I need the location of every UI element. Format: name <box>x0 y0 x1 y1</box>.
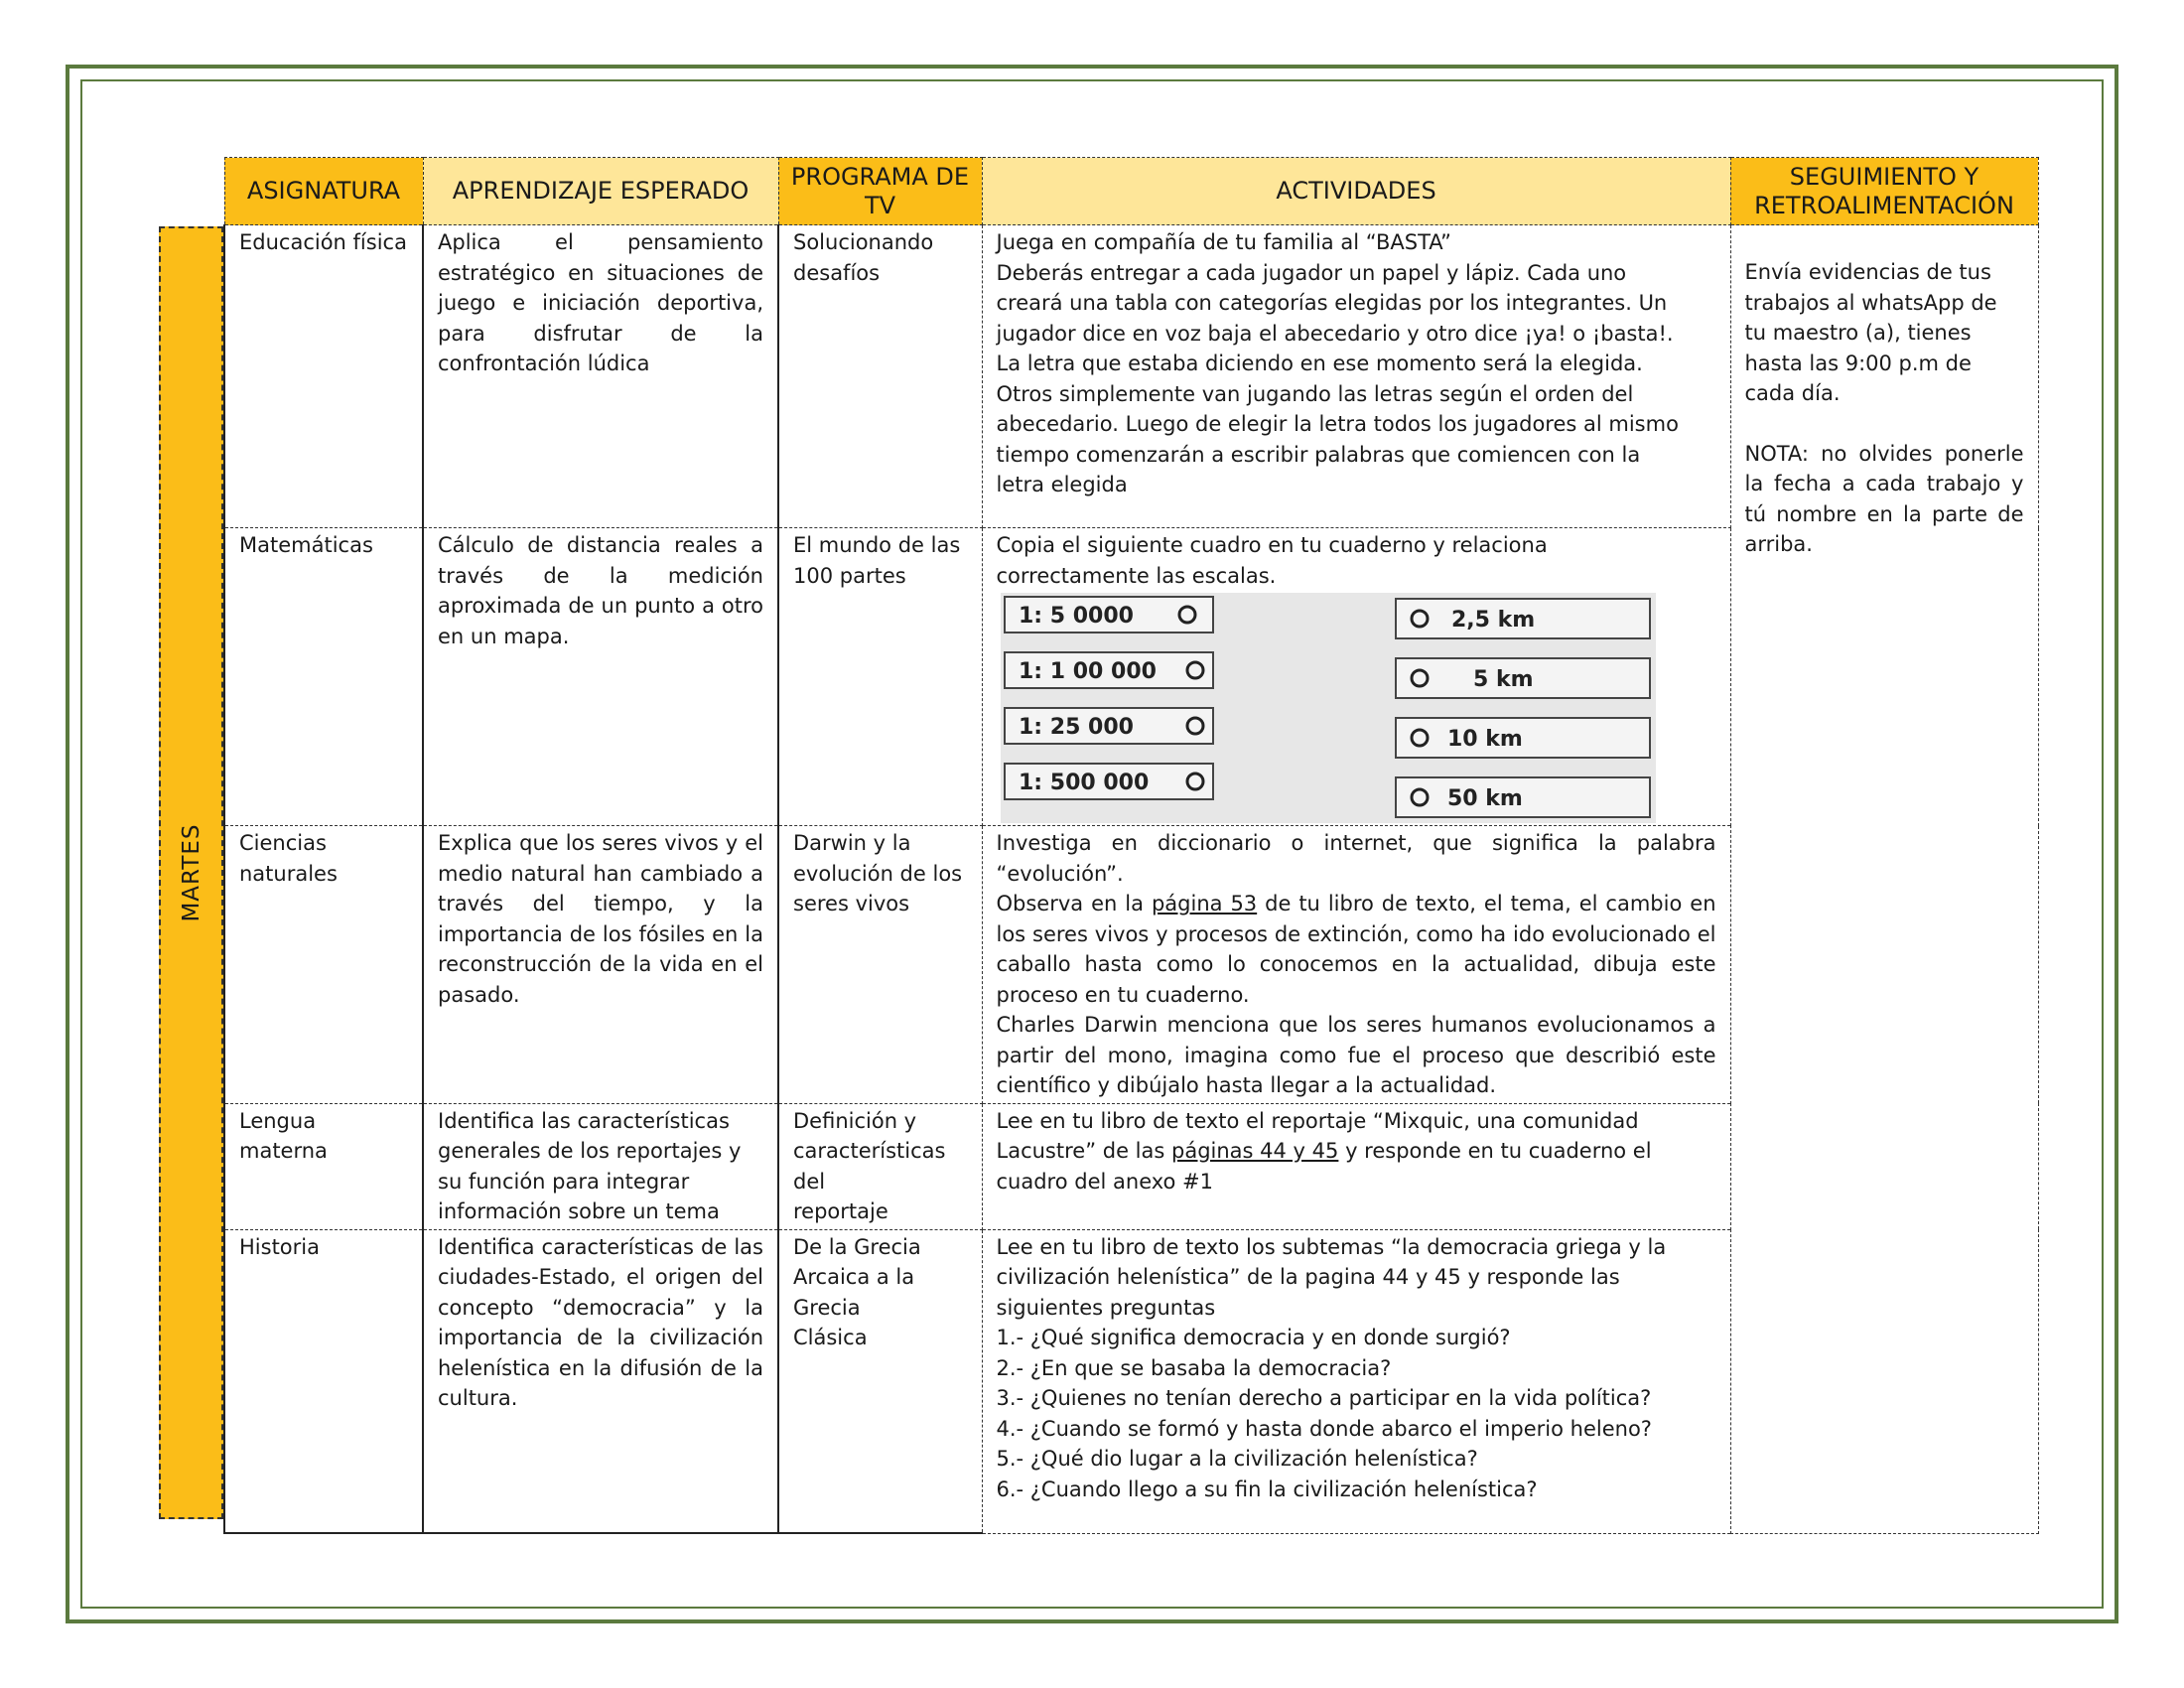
activity-text: Juega en compañía de tu familia al “BASTA” <box>996 230 1451 254</box>
followup-cell <box>1730 225 2038 1534</box>
distance-label: 10 km <box>1446 727 1523 752</box>
lesson-plan-table <box>223 157 2039 1534</box>
activity-text <box>997 889 1716 1010</box>
followup-note: NOTA: no olvides ponerle la fecha a cada trabajo y tú nombre en la parte de arriba. <box>1744 441 2024 556</box>
tv-program-cell: Darwin y la evolución de los seres vivos <box>778 826 982 1104</box>
subject-cell: Educación física <box>224 225 423 528</box>
activities-cell <box>982 826 1730 1104</box>
day-label: MARTES <box>178 823 205 922</box>
question-item: 4.- ¿Cuando se formó y hasta donde abarco el imperio heleno? <box>996 1416 1652 1441</box>
learning-cell: Explica que los seres vivos y el medio natural han cambiado a través del tiempo, y la importancia de los fósiles en la reconstrucción de la vida en el pasado. <box>423 826 778 1104</box>
header-activities: ACTIVIDADES <box>982 158 1730 225</box>
activity-text: Lee en tu libro de texto los subtemas “la democracia griega y la civilización helenística” de la pagina 44 y 45 y responde las siguientes preguntas <box>996 1234 1667 1320</box>
followup-text: Envía evidencias de tus trabajos al whatsApp de tu maestro (a), tienes hasta las 9:00 p.m de cada día. <box>1744 260 1997 405</box>
day-column <box>159 226 223 1519</box>
activity-text: Copia el siguiente cuadro en tu cuaderno y relaciona correctamente las escalas. <box>996 533 1548 588</box>
activity-text-pre: Lee en tu libro de texto el reportaje “Mixquic, una comunidad Lacustre” de las <box>996 1108 1639 1163</box>
header-tv-program: PROGRAMA DE TV <box>778 158 982 225</box>
distance-label: 50 km <box>1446 786 1523 811</box>
tv-program-cell: El mundo de las 100 partes <box>778 528 982 826</box>
header-learning: APRENDIZAJE ESPERADO <box>423 158 778 225</box>
scale-label: 1: 500 000 <box>1018 771 1149 795</box>
activity-text: Investiga en diccionario o internet, que significa la palabra “evolución”. <box>996 831 1716 886</box>
subject-cell: Matemáticas <box>224 528 423 826</box>
header-row <box>224 158 2038 225</box>
activities-cell <box>982 1103 1730 1229</box>
scales-diagram <box>1001 593 1656 823</box>
activity-text-post: de tu libro de texto, el tema, el cambio en los seres vivos y procesos de extinción, como ha ido evolucionado el caballo hasta como lo conocemos en la actualidad, dibuja este proceso en tu cuaderno. <box>996 892 1716 1007</box>
table-row <box>224 225 2038 528</box>
tv-program-cell: De la Grecia Arcaica a la Grecia Clásica <box>778 1229 982 1533</box>
question-item: 6.- ¿Cuando llego a su fin la civilización helenística? <box>996 1477 1538 1501</box>
header-followup: SEGUIMIENTO Y RETROALIMENTACIÓN <box>1730 158 2038 225</box>
activity-text: Deberás entregar a cada jugador un papel y lápiz. Cada uno creará una tabla con categorías elegidas por los integrantes. Un jugador dice en voz baja el abecedario y otro dice ¡ya! o ¡basta!. La letra que estaba diciendo en ese momento será la elegida. Otros simplemente van jugando las letras según el orden del abecedario. Luego de elegir la letra todos los jugadores al mismo tiempo comenzarán a escribir palabras que comiencen con la letra elegida <box>996 260 1679 496</box>
header-subject: ASIGNATURA <box>224 158 423 225</box>
page-reference: páginas 44 y 45 <box>1171 1139 1339 1163</box>
question-item: 5.- ¿Qué dio lugar a la civilización helenística? <box>996 1447 1478 1471</box>
tv-program-cell: Solucionando desafíos <box>778 225 982 528</box>
activities-cell <box>982 225 1730 528</box>
activity-text-pre: Observa en la <box>996 892 1152 915</box>
activities-cell <box>982 1229 1730 1533</box>
scales-image <box>1001 593 1656 823</box>
distance-label: 5 km <box>1472 667 1534 692</box>
subject-cell: Ciencias naturales <box>224 826 423 1104</box>
subject-cell: Lengua materna <box>224 1103 423 1229</box>
tv-program-cell: Definición y características del reportaje <box>778 1103 982 1229</box>
scale-label: 1: 25 000 <box>1018 715 1134 740</box>
learning-cell: Identifica características de las ciudades-Estado, el origen del concepto “democracia” y la importancia de la civilización helenística en la difusión de la cultura. <box>423 1229 778 1533</box>
activity-text-post: y responde en tu cuaderno el cuadro del anexo #1 <box>996 1139 1652 1194</box>
question-item: 2.- ¿En que se basaba la democracia? <box>996 1355 1392 1380</box>
activity-text: Charles Darwin menciona que los seres humanos evolucionamos a partir del mono, imagina como fue el proceso que describió este científico y dibújalo hasta llegar a la actualidad. <box>996 1013 1716 1097</box>
learning-cell: Aplica el pensamiento estratégico en situaciones de juego e iniciación deportiva, para disfrutar de la confrontación lúdica <box>423 225 778 528</box>
activities-cell <box>982 528 1730 826</box>
question-item: 3.- ¿Quienes no tenían derecho a participar en la vida política? <box>996 1386 1652 1410</box>
subject-cell: Historia <box>224 1229 423 1533</box>
page-reference: página 53 <box>1151 892 1258 915</box>
question-item: 1.- ¿Qué significa democracia y en donde surgió? <box>996 1326 1511 1349</box>
learning-cell: Identifica las características generales de los reportajes y su función para integrar información sobre un tema <box>423 1103 778 1229</box>
scale-label: 1: 1 00 000 <box>1018 659 1157 684</box>
distance-label: 2,5 km <box>1450 608 1535 633</box>
scale-label: 1: 5 0000 <box>1018 604 1134 629</box>
learning-cell: Cálculo de distancia reales a través de la medición aproximada de un punto a otro en un mapa. <box>423 528 778 826</box>
